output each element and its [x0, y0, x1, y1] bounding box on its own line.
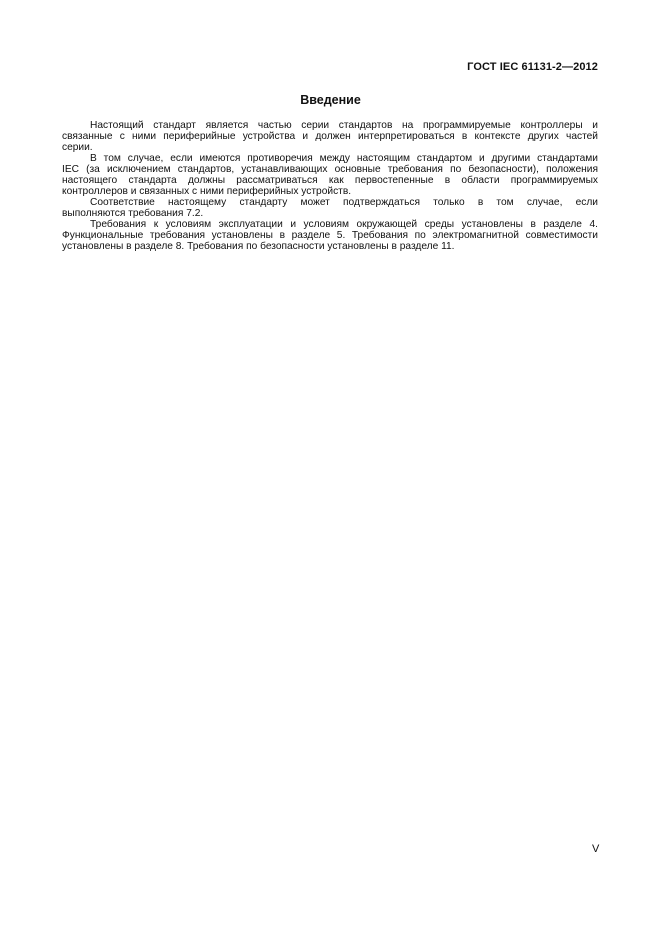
text-line: В том случае, если имеются противоречия между настоящим стандартом и другими стандартами: [90, 153, 598, 164]
paragraph: [62, 153, 598, 197]
page-number: V: [592, 843, 600, 855]
section-title: Введение: [300, 93, 361, 107]
text-line: контроллеров и связанных с ними периферийных устройств.: [62, 186, 352, 197]
text-line: выполняются требования 7.2.: [62, 208, 204, 219]
text-line: связанные с ними периферийные устройства и должен интерпретироваться в контексте других частей: [62, 131, 598, 142]
document-id-header: ГОСТ IEC 61131-2—2012: [467, 61, 598, 73]
text-line: Требования к условиям эксплуатации и условиям окружающей среды установлены в разделе 4.: [90, 219, 598, 230]
paragraph: [62, 120, 598, 153]
text-line: Соответствие настоящему стандарту может подтверждаться только в том случае, если: [90, 197, 598, 208]
paragraph: [62, 197, 598, 219]
text-line: Настоящий стандарт является частью серии стандартов на программируемые контроллеры и: [90, 120, 598, 131]
text-line: настоящего стандарта должны рассматриваться как первостепенные в области программируемых: [62, 175, 598, 186]
text-line: Функциональные требования установлены в разделе 5. Требования по электромагнитной совместимости: [62, 230, 598, 241]
text-line: серии.: [62, 142, 93, 153]
text-line: IEC (за исключением стандартов, устанавливающих основные требования по безопасности), положения: [62, 164, 598, 175]
text-line: установлены в разделе 8. Требования по безопасности установлены в разделе 11.: [62, 241, 455, 252]
paragraph: [62, 219, 598, 252]
document-body: [62, 120, 598, 252]
